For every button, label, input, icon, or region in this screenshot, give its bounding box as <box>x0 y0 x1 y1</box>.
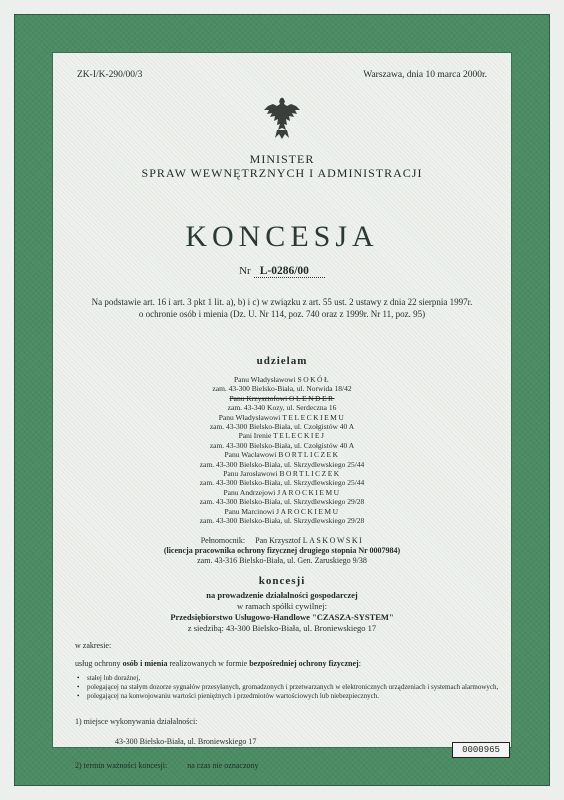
recipient: Pani Irenie TELECKIEJ <box>238 431 326 441</box>
issue-date: Warszawa, dnia 10 marca 2000r. <box>363 70 487 80</box>
authority-line-1: MINISTER <box>249 152 315 166</box>
recipient: Panu Jarosławowi BORTLICZEK <box>223 469 341 479</box>
concession-purpose: na prowadzenie działalności gospodarczej <box>206 590 358 600</box>
recipient-address: zam. 43-300 Bielsko-Biała, ul. Skrzydlewskiego 29/28 <box>199 497 365 507</box>
scope-label: w zakresie: <box>75 641 112 650</box>
place-value: 43-300 Bielsko-Biała, ul. Broniewskiego 17 <box>115 737 257 746</box>
recipient-address: zam. 43-300 Bielsko-Biała, ul. Skrzydlewskiego 25/44 <box>199 459 365 469</box>
legal-basis-line: Na podstawie art. 16 i art. 3 pkt 1 lit. a), b) i c) w związku z art. 55 ust. 2 ustawy z dnia 22 sierpnia 1997r. <box>91 297 473 307</box>
authority-line-2: SPRAW WEWNĘTRZNYCH I ADMINISTRACJI <box>141 166 423 180</box>
scope-list <box>75 674 505 701</box>
serial-number: 0000965 <box>452 742 510 758</box>
recipient-address: zam. 43-300 Bielsko-Biała, ul. Skrzydlewskiego 25/44 <box>199 478 365 488</box>
place-label: 1) miejsce wykonywania działalności: <box>75 717 198 726</box>
company-seat: z siedzibą: 43-300 Bielsko-Biała, ul. Broniewskiego 17 <box>187 623 377 633</box>
scope-item: • polegającej na stałym dozorze sygnałów przesyłanych, gromadzonych i przetwarzanych w elektronicznych urządzeniach i systemach alarmowych, <box>75 683 505 692</box>
validity: 2) termin ważności koncesji: na czas nie oznaczony <box>75 761 259 770</box>
eagle-emblem-icon <box>260 94 304 142</box>
grant-word: udzielam <box>256 355 308 367</box>
recipient: Panu Wacławowi BORTLICZEK <box>224 450 340 460</box>
authority-block <box>55 152 509 180</box>
concession-form: w ramach spółki cywilnej: <box>237 601 327 611</box>
license-number-value: L-0286/00 <box>254 266 325 278</box>
recipient: Panu Marcinowi JAROCKIEMU <box>224 506 340 516</box>
license-number-label: Nr <box>239 265 251 277</box>
company-name: Przedsiębiorstwo Usługowo-Handlowe "CZASZA-SYSTEM" <box>170 612 394 622</box>
recipient-struck: Panu Krzysztofowi OLENDER <box>229 393 335 403</box>
recipient-address: zam. 43-300 Bielsko-Biała, ul. Czołgistów 40 A <box>209 422 355 432</box>
proxy-license: (licencja pracownika ochrony fizycznej drugiego stopnia Nr 0007984) <box>163 546 401 555</box>
recipient-list <box>55 375 509 526</box>
license-number <box>55 265 509 278</box>
recipient-address: zam. 43-300 Bielsko-Biała, ul. Skrzydlewskiego 29/28 <box>199 516 365 526</box>
proxy-line: Pełnomocnik: Pan Krzysztof LASKOWSKI <box>200 536 364 545</box>
legal-basis-line: o ochronie osób i mienia (Dz. U. Nr 114, poz. 740 oraz z 1999r. Nr 11, poz. 95) <box>138 309 426 319</box>
legal-basis <box>55 296 509 320</box>
concession-details <box>55 590 509 634</box>
proxy-block <box>55 536 509 566</box>
recipient: Panu Władysławowi SOKÓŁ <box>233 375 331 384</box>
recipient-address: zam. 43-300 Bielsko-Biała, ul. Norwida 18/42 <box>212 384 352 394</box>
proxy-address: zam. 43-316 Bielsko-Biała, ul. Gen. Zaruskiego 9/38 <box>197 556 367 565</box>
concession-word: koncesji <box>258 575 306 587</box>
recipient: Panu Andrzejowi JAROCKIEMU <box>223 487 341 497</box>
reference-number: ZK-I/K-290/00/3 <box>77 70 143 80</box>
recipient-address: zam. 43-300 Bielsko-Biała, ul. Czołgistów 40 A <box>209 440 355 450</box>
scope-services: usług ochrony osób i mienia realizowanych w formie bezpośredniej ochrony fizycznej: <box>75 659 361 668</box>
document-content <box>55 60 509 770</box>
document-title: KONCESJA <box>185 220 379 253</box>
recipient: Panu Władysławowi TELECKIEMU <box>218 412 346 422</box>
scope-item: • stałej lub doraźnej, <box>75 674 505 683</box>
scope-item: • polegającej na konwojowaniu wartości pieniężnych i przedmiotów wartościowych lub niebezpiecznych. <box>75 692 505 701</box>
recipient-address: zam. 43-340 Kozy, ul. Serdeczna 16 <box>227 403 337 413</box>
